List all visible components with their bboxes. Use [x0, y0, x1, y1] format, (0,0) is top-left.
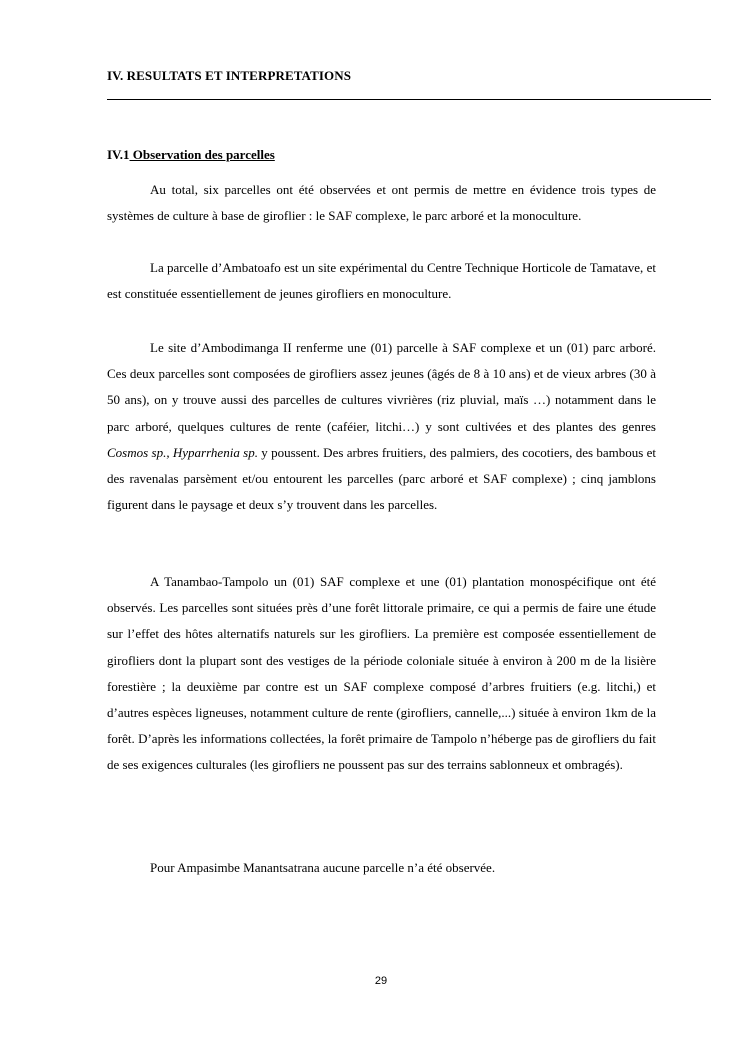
- paragraph-overview: Au total, six parcelles ont été observées et ont permis de mettre en évidence trois types de systèmes de culture à base de giroflier : le SAF complexe, le parc arboré et la monoculture.: [107, 182, 656, 224]
- paragraph-ambodimanga-text-2: y poussent. Des arbres fruitiers, des palmiers, des cocotiers, des bambous et des ravenalas parsèment et/ou entourent les parcelles (parc arboré et SAF complexe) ; cinq jamblons figurent dans le paysage et deux s’y trouvent dans les parcelles.: [107, 444, 657, 513]
- section-number: IV.1: [107, 147, 130, 162]
- heading-divider: [107, 99, 711, 100]
- species-names: Cosmos sp., Hyparrhenia sp.: [107, 444, 258, 460]
- page-number: 29: [374, 975, 388, 987]
- paragraph-ampasimbe: Pour Ampasimbe Manantsatrana aucune parcelle n’a été observée.: [150, 860, 496, 875]
- section-title: Observation des parcelles: [129, 147, 275, 162]
- paragraph-ambodimanga-text-1: Le site d’Ambodimanga II renferme une (01) parcelle à SAF complexe et un (01) parc arboré. Ces deux parcelles sont composées de girofliers assez jeunes (âgés de 8 à 10 ans) et de vieux arbres (30 à 50 ans), on y trouve aussi des parcelles de cultures vivrières (riz pluvial, maïs …) notamment dans le parc arboré, quelques cultures de rente (caféier, litchi…) y sont cultivées et des plantes des genres: [107, 340, 656, 434]
- section-heading: [107, 147, 275, 163]
- paragraph-ambodimanga: [107, 335, 656, 518]
- chapter-heading: IV. RESULTATS ET INTERPRETATIONS: [107, 68, 352, 83]
- paragraph-ambatoafo: La parcelle d’Ambatoafo est un site expérimental du Centre Technique Horticole de Tamatave, et est constituée essentiellement de jeunes girofliers en monoculture.: [107, 260, 656, 302]
- paragraph-tanambao-tampolo: A Tanambao-Tampolo un (01) SAF complexe et une (01) plantation monospécifique ont été observés. Les parcelles sont situées près d’une forêt littorale primaire, ce qui a permis de faire une étude sur l’effet des hôtes alternatifs naturels sur les girofliers. La première est composée essentiellement de girofliers dont la plupart sont des vestiges de la période coloniale située à environ à 200 m de la lisière forestière ; la deuxième par contre est un SAF complexe composé d’arbres fruitiers (e.g. litchi,) et d’autres espèces ligneuses, notamment culture de rente (girofliers, cannelle,...) située à environ 1km de la forêt. D’après les informations collectées, la forêt primaire de Tampolo n’héberge pas de girofliers du fait de ses exigences culturales (les girofliers ne poussent pas sur des terrains sablonneux et ombragés).: [107, 574, 656, 773]
